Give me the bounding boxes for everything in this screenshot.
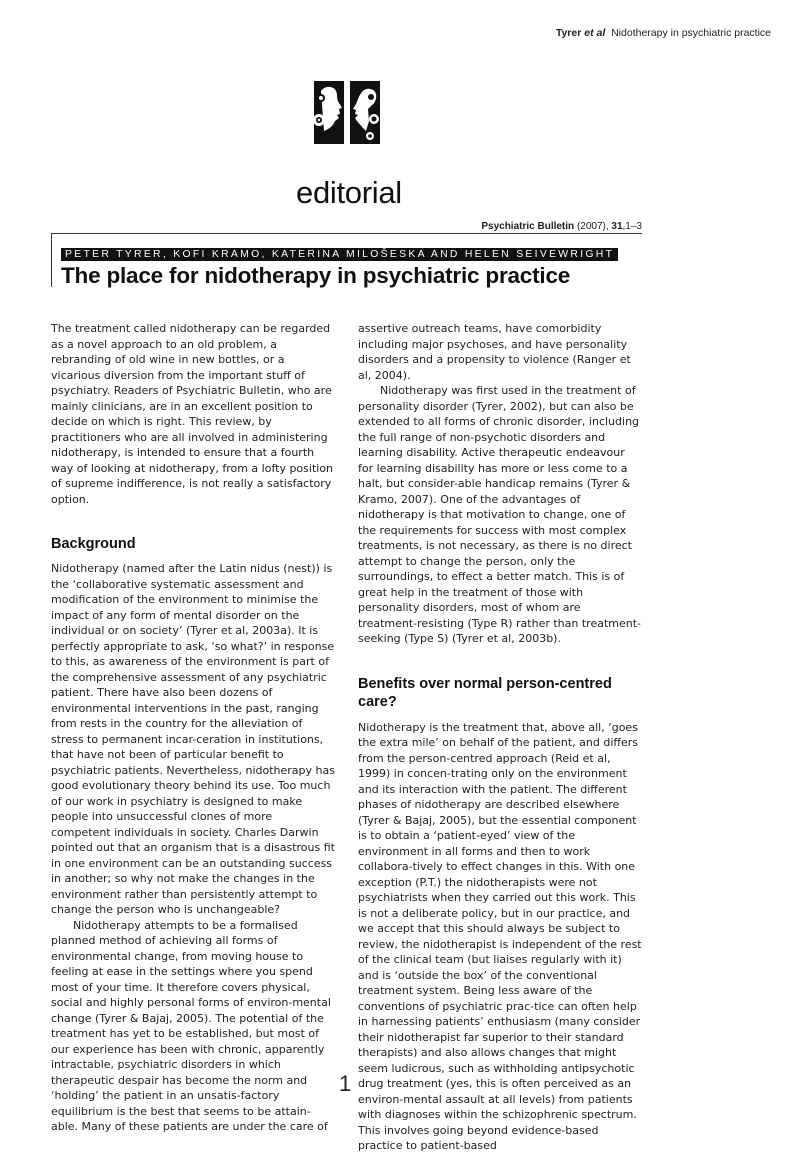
running-head (556, 27, 771, 39)
intro-paragraph: The treatment called nidotherapy can be regarded as a novel approach to an old problem, a rebranding of old wine in new bottles, or a vicarious diversion from the important stuff of psychiatry. Readers of Psychiatric Bulletin, who are mainly clinicians, are in an excellent position to decide on which is right. This review, by practitioners who are all involved in administering nidotherapy, is intended to ensure that a fourth way of looking at nidotherapy, from a lofty position of supreme indifference, is not really a satisfactory option. (51, 322, 334, 506)
citation-year: (2007), (576, 221, 609, 232)
heading-benefits: Benefits over normal person-centred care? (358, 675, 612, 710)
header-rule (51, 233, 642, 234)
citation-pages: ,1–3 (622, 221, 642, 232)
continuation-paragraph: assertive outreach teams, have comorbidity including major psychoses, and have personality disorders and a propensity to violence (Ranger et al, 2004). (358, 322, 631, 382)
citation-journal: Psychiatric Bulletin (481, 221, 575, 232)
citation-volume: 31 (611, 221, 623, 232)
section-label: editorial (296, 174, 402, 210)
heading-background: Background (51, 536, 136, 552)
running-head-authors: Tyrer (555, 27, 582, 39)
background-paragraph-2: Nidotherapy attempts to be a formalised planned method of achieving all forms of environmental change, from moving house to feeling at ease in the settings where you spend most of your time. It therefore covers physical, social and highly personal forms of environ-mental change (Tyrer & Bajaj, 2005). The potential of the treatment has yet to be established, but most of our experience has been with chronic, apparently intractable, psychiatric disorders in which therapeutic despair has become the norm and ‘holding’ the patient in an unsatis-factory equilibrium is the best that seems to be attain-able. Many of these patients are under the care of (51, 918, 331, 1133)
header-rule-left (51, 233, 52, 287)
article-authors: PETER TYRER, KOFI KRAMO, KATERINA MILOŠESKA AND HELEN SEIVEWRIGHT (61, 248, 618, 261)
editorial-logo-icon (312, 79, 382, 150)
right-column (358, 321, 642, 1154)
page-number: 1 (339, 1071, 352, 1096)
nidotherapy-history-paragraph: Nidotherapy was first used in the treatment of personality disorder (Tyrer, 2002), but can also be extended to all forms of chronic disorder, including the full range of non-psychotic disorders and learning disability. Active therapeutic endeavour for learning disability has more or less come to a halt, but consider-able handicap remains (Tyrer & Kramo, 2007). One of the advantages of nidotherapy is that motivation to change, one of the requirements for success with most complex treatments, is not necessary, as there is no direct attempt to change the person, only the surroundings, to effect a better match. This is of great help in the treatment of those with personality disorders, most of whom are treatment-resisting (Type R) rather than treatment-seeking (Type S) (Tyrer et al, 2003b). (358, 384, 642, 645)
left-column (51, 321, 335, 1135)
article-title: The place for nidotherapy in psychiatric practice (61, 263, 571, 288)
citation (481, 221, 642, 232)
background-paragraph-1: Nidotherapy (named after the Latin nidus (nest)) is the ‘collaborative systematic assessment and modification of the environment to minimise the impact of any form of mental disorder on the individual or on society’ (Tyrer et al, 2003a). It is perfectly appropriate to ask, ‘so what?’ in response to this, as awareness of the environment is part of the comprehensive assessment of any psychiatric patient. There have also been dozens of environmental interventions in the past, ranging from rests in the country for the alleviation of stress to permanent incar-ceration in institutions, that have not been of particular benefit to psychiatric patients. Nevertheless, nidotherapy has good evolutionary theory behind its use. Too much of our work in psychiatry is designed to make people into unsuccessful clones of more competent individuals in society. Charles Darwin pointed out that an organism that is a disastrous fit in one environment can be an outstanding success in another; so why not make the changes in the environment rather than persistently attempt to change the person who is unchangeable? (51, 562, 335, 916)
running-head-et-al: et al (584, 27, 606, 39)
benefits-paragraph-1: Nidotherapy is the treatment that, above all, ‘goes the extra mile’ on behalf of the patient, and differs from the person-centred approach (Reid et al, 1999) in concen-trating only on the environment and its interaction with the patient. The different phases of nidotherapy are described elsewhere (Tyrer & Bajaj, 2005), but the essential component is to obtain a ‘patient-eyed’ view of the environment in all forms and then to work collabora-tively to effect changes in this. With one exception (P.T.) the nidotherapists were not psychiatrists when they carried out this work. This is not a deliberate policy, but in our practice, and we accept that this should always be subject to review, the nidotherapist is independent of the rest of the clinical team (but liaises regularly with it) and is ‘outside the box’ of the conventional treatment system. Being less aware of the conventions of psychiatric prac-tice can often help in harnessing patients’ enthusiasm (many consider their nidotherapist far superior to their standard therapists) and also allows changes that might seem ludicrous, such as withholding antipsychotic drug treatment (yes, this is often perceived as an environ-mental assault at all levels) from patients with diagnoses within the schizophrenic spectrum. This involves going beyond evidence-based practice to patient-based (358, 720, 642, 1152)
running-head-title: Nidotherapy in psychiatric practice (611, 27, 771, 39)
